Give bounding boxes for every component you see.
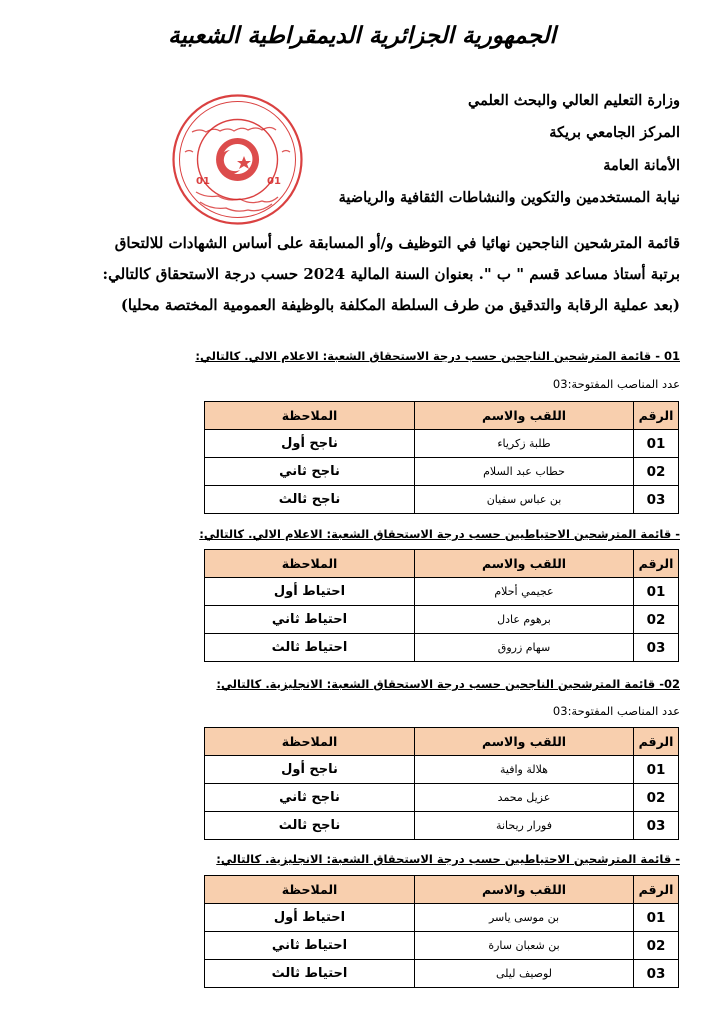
table-row <box>205 812 679 840</box>
row-name: هلالة وافية <box>415 756 634 784</box>
row-num: 02 <box>634 784 679 812</box>
center-name: المركز الجامعي بريكة <box>549 124 680 141</box>
section-title-2: - قائمة المترشحين الاحتياطيين حسب درجة الاستحقاق الشعبة: الاعلام الالي. كالتالي: <box>199 527 680 541</box>
column-name-header: اللقب والاسم <box>415 402 634 430</box>
intro-line-3: (بعد عملية الرقابة والتدقيق من طرف السلطة المكلفة بالوظيفة العمومية المختصة محليا) <box>120 296 680 314</box>
table-header <box>205 550 679 578</box>
stamp-number-right: 01 <box>267 176 281 187</box>
table-row <box>205 486 679 514</box>
row-note: ناجح ثالث <box>205 486 415 514</box>
table-row <box>205 756 679 784</box>
row-num: 02 <box>634 458 679 486</box>
row-note: احتياط أول <box>205 904 415 932</box>
row-num: 01 <box>634 904 679 932</box>
row-name: لوصيف ليلى <box>415 960 634 988</box>
column-note-header: الملاحظة <box>205 728 415 756</box>
column-name-header: اللقب والاسم <box>415 550 634 578</box>
row-note: احتياط ثالث <box>205 634 415 662</box>
column-note-header: الملاحظة <box>205 550 415 578</box>
results-table-4 <box>204 875 679 988</box>
column-num-header: الرقم <box>634 402 679 430</box>
row-num: 02 <box>634 606 679 634</box>
table-row <box>205 606 679 634</box>
column-name-header: اللقب والاسم <box>415 728 634 756</box>
table-row <box>205 578 679 606</box>
column-note-header: الملاحظة <box>205 876 415 904</box>
official-stamp <box>170 92 305 227</box>
row-note: احتياط ثاني <box>205 606 415 634</box>
table-header <box>205 728 679 756</box>
row-name: بن موسى ياسر <box>415 904 634 932</box>
table-row <box>205 458 679 486</box>
row-note: ناجح أول <box>205 430 415 458</box>
ministry-name: وزارة التعليم العالي والبحث العلمي <box>468 92 680 109</box>
table-row <box>205 784 679 812</box>
section-title-4: - قائمة المترشحين الاحتياطيين حسب درجة الاستحقاق الشعبة: الانجليزية. كالتالي: <box>216 852 680 866</box>
row-num: 01 <box>634 578 679 606</box>
section-title-1: 01 - قائمة المترشحين الناجحين حسب درجة الاستحقاق الشعبة: الاعلام الالي. كالتالي: <box>195 349 680 363</box>
row-name: فورار ريحانة <box>415 812 634 840</box>
row-note: احتياط ثالث <box>205 960 415 988</box>
row-num: 03 <box>634 960 679 988</box>
results-table-1 <box>204 401 679 514</box>
row-num: 01 <box>634 430 679 458</box>
row-name: حطاب عبد السلام <box>415 458 634 486</box>
row-num: 03 <box>634 486 679 514</box>
row-note: ناجح ثاني <box>205 784 415 812</box>
table-row <box>205 960 679 988</box>
table-row <box>205 932 679 960</box>
open-posts-3: عدد المناصب المفتوحة:03 <box>552 704 680 718</box>
row-name: برهوم عادل <box>415 606 634 634</box>
intro-text <box>40 228 680 321</box>
row-name: عزيل محمد <box>415 784 634 812</box>
section-title-3: 02- قائمة المترشحين الناجحين حسب درجة الاستحقاق الشعبة: الانجليزية. كالتالي: <box>216 677 680 691</box>
republic-title: الجمهورية الجزائرية الديمقراطية الشعبية <box>168 22 556 49</box>
table-header <box>205 876 679 904</box>
row-note: احتياط ثاني <box>205 932 415 960</box>
row-name: بن عباس سفيان <box>415 486 634 514</box>
results-table-3 <box>204 727 679 840</box>
row-num: 02 <box>634 932 679 960</box>
row-num: 01 <box>634 756 679 784</box>
row-num: 03 <box>634 812 679 840</box>
table-row <box>205 634 679 662</box>
column-num-header: الرقم <box>634 550 679 578</box>
row-name: طلبة زكرياء <box>415 430 634 458</box>
row-note: ناجح أول <box>205 756 415 784</box>
open-posts-1: عدد المناصب المفتوحة:03 <box>552 377 680 391</box>
stamp-number-left: 01 <box>196 176 210 187</box>
column-num-header: الرقم <box>634 728 679 756</box>
intro-line-1: قائمة المترشحين الناجحين نهائيا في التوظيف و/أو المسابقة على أساس الشهادات للالتحاق <box>114 234 680 252</box>
column-name-header: اللقب والاسم <box>415 876 634 904</box>
results-table-2 <box>204 549 679 662</box>
table-header <box>205 402 679 430</box>
directorate-name: نيابة المستخدمين والتكوين والنشاطات الثقافية والرياضية <box>338 189 680 206</box>
table-row <box>205 430 679 458</box>
column-note-header: الملاحظة <box>205 402 415 430</box>
row-note: ناجح ثالث <box>205 812 415 840</box>
secretariat-name: الأمانة العامة <box>603 157 680 174</box>
row-name: بن شعبان سارة <box>415 932 634 960</box>
intro-line-2: برتبة أستاذ مساعد قسم " ب ". بعنوان السنة المالية 2024 حسب درجة الاستحقاق كالتالي: <box>102 265 680 283</box>
row-num: 03 <box>634 634 679 662</box>
row-name: عجيمي أحلام <box>415 578 634 606</box>
row-note: ناجح ثاني <box>205 458 415 486</box>
row-note: احتياط أول <box>205 578 415 606</box>
column-num-header: الرقم <box>634 876 679 904</box>
row-name: سهام زروق <box>415 634 634 662</box>
table-row <box>205 904 679 932</box>
